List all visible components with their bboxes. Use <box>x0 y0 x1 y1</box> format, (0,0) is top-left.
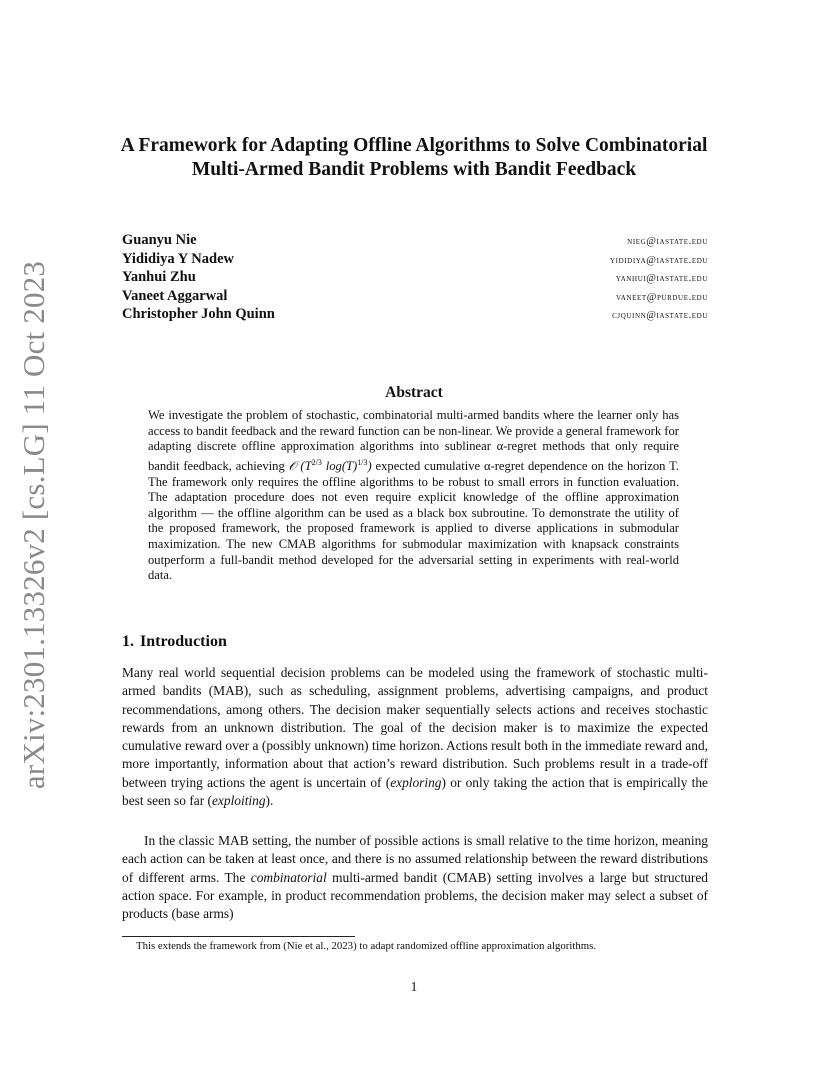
regret-bound-formula: 𝒪 ($T^{2/3}$ $\log(T)^{1/3}$) <box>288 457 372 473</box>
intro-paragraph-1: Many real world sequential decision problems can be modeled using the framework of stochastic multi-armed bandits (MAB), such as scheduling, assignment problems, advertising campaigns, and product recommendations, among others. The decision maker sequentially selects actions and receives stochastic rewards from an unknown distribution. The goal of the decision maker is to maximize the expected cumulative reward over a (possibly unknown) time horizon. Actions result both in the immediate reward and, more importantly, information about that action’s reward distribution. Such problems result in a trade-off between trying actions the agent is uncertain of (exploring) or only taking the action that is empirically the best seen so far (exploiting). <box>122 665 708 809</box>
author-name: Yididiya Y Nadew <box>122 250 234 267</box>
section-title: Introduction <box>140 633 227 650</box>
footnote-divider <box>122 936 355 937</box>
author-email[interactable]: yanhui@iastate.edu <box>615 273 708 285</box>
author-name: Christopher John Quinn <box>122 306 275 323</box>
arxiv-identifier-text: arXiv:2301.13326v2 [cs.LG] 11 Oct 2023 <box>16 260 51 790</box>
abstract-text-part: We investigate the problem of stochastic, combinatorial multi-armed bandits where the learner only has access to bandit feedback and the reward function can be non-linear. We provide a general framework for adapting discrete offline approximation algorithms into sublinear α-regret methods that only require bandit feedback, achieving <box>148 408 679 473</box>
emphasis-exploring: exploring <box>390 774 442 790</box>
abstract-heading: Abstract <box>385 384 443 401</box>
author-email[interactable]: cjquinn@iastate.edu <box>612 310 708 322</box>
author-email[interactable]: yididiya@iastate.edu <box>610 254 708 266</box>
author-email[interactable]: vaneet@purdue.edu <box>616 291 708 303</box>
page-number: 1 <box>410 979 418 994</box>
author-name: Vaneet Aggarwal <box>122 287 228 304</box>
author-name: Guanyu Nie <box>122 232 197 248</box>
author-name: Yanhui Zhu <box>122 269 196 286</box>
author-list <box>122 232 708 325</box>
author-row <box>122 251 708 270</box>
section-number: 1. <box>122 633 134 650</box>
author-row <box>122 269 708 288</box>
author-row <box>122 306 708 325</box>
arxiv-identifier-stamp <box>8 260 60 790</box>
emphasis-exploiting: exploiting <box>211 793 266 809</box>
section-heading-introduction <box>122 633 227 651</box>
intro-paragraph-2: In the classic MAB setting, the number of possible actions is small relative to the time horizon, meaning each action can be taken at least once, and there is no assumed relationship between the reward distributions of different arms. The combinatorial multi-armed bandit (CMAB) setting involves a large but structured action space. For example, in product recommendation problems, the decision maker may select a subset of products (base arms) <box>122 833 708 922</box>
author-row <box>122 288 708 307</box>
emphasis-combinatorial: combinatorial <box>250 869 327 885</box>
footnote: This extends the framework from (Nie et al., 2023) to adapt randomized offline approximation algorithms. <box>136 940 597 952</box>
author-email[interactable]: nieg@iastate.edu <box>627 236 708 247</box>
abstract-text-part: expected cumulative α-regret dependence on the horizon T. The framework only requires the offline algorithms to be robust to small errors in function evaluation. The adaptation procedure does not even require explicit knowledge of the offline approximation algorithm — the offline algorithm can be used as a black box subroutine. To demonstrate the utility of the proposed framework, the proposed framework is applied to diverse applications in submodular maximization. The new CMAB algorithms for submodular maximization with knapsack constraints outperform a full-bandit method developed for the adversarial setting in experiments with real-world data. <box>148 458 679 583</box>
paper-title: A Framework for Adapting Offline Algorithms to Solve Combinatorial Multi-Armed Bandit Problems with Bandit Feedback <box>120 135 708 180</box>
author-row <box>122 232 708 251</box>
abstract-text <box>148 408 679 584</box>
